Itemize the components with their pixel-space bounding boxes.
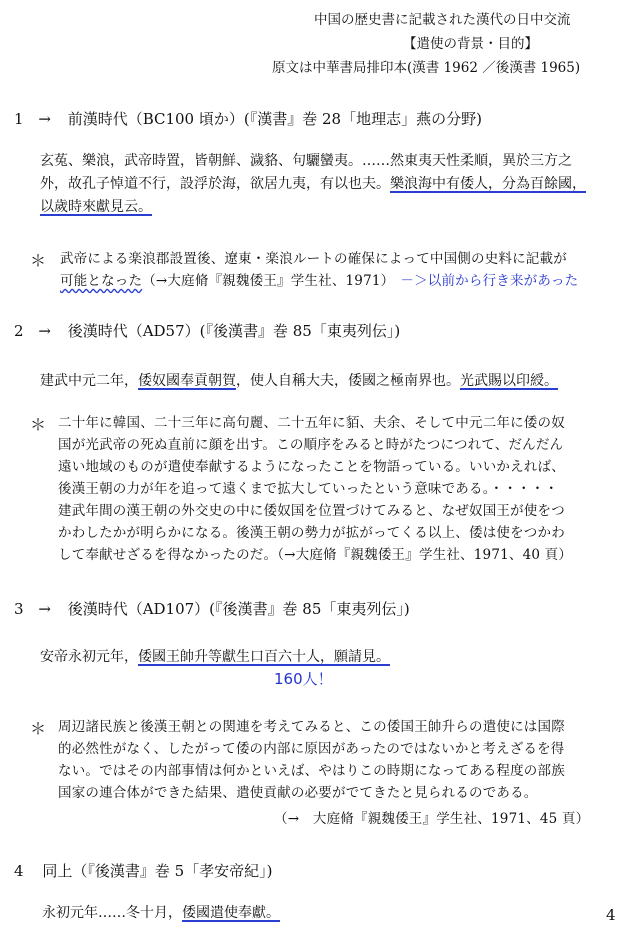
note-line: 二十年に韓国、二十三年に高句麗、二十五年に貊、夫余、そして中元二年に倭の奴 (58, 415, 565, 431)
note-line: 国家の連合体ができた結果、遣使貢献の必要がでてきたと見られるのである。 (58, 785, 538, 801)
note-line: 可能となった（→大庭脩『親魏倭王』学生社、1971） －＞以前から行き来があった (60, 273, 579, 289)
note-line: 後漢王朝の力が年を追って遠くまで拡大していったという意味である。・・・・・ (58, 481, 559, 497)
underlined-passage: 樂浪海中有倭人，分為百餘國， (390, 176, 586, 192)
arrow-icon: → (38, 110, 53, 128)
arrow-icon: → (38, 322, 53, 340)
note-line: して奉献せざるを得なかったのだ。（→大庭脩『親魏倭王』学生社、1971、40 頁） (58, 547, 573, 563)
section-1-heading (14, 108, 482, 129)
quote-line: 玄菟、樂浪，武帝時置，皆朝鮮、濊貉、句驪蠻夷。……然東夷天性柔順，異於三方之 (40, 153, 572, 169)
handwritten-annotation: 160人！ (274, 670, 333, 688)
note-bullet: ＊ (30, 251, 47, 270)
section-2-heading (14, 320, 400, 341)
section-1-note (60, 248, 578, 292)
section-3-note (58, 716, 565, 804)
section-2-quote: 建武中元二年，倭奴國奉貢朝賀，使人自稱大夫，倭國之極南界也。光武賜以印綬。 (40, 373, 558, 389)
note-line: 周辺諸民族と後漢王朝との関連を考えてみると、この倭国王帥升らの遣使には国際 (58, 719, 565, 735)
note-line: 建武年間の漢王朝の外交史の中に倭奴国を位置づけてみると、なぜ奴国王が使をつ (58, 503, 565, 519)
section-title: 同上（『後漢書』巻 5「孝安帝紀」) (42, 862, 273, 880)
note-bullet: ＊ (30, 415, 47, 434)
page-number: 4 (606, 906, 616, 924)
note-line: 国が光武帝の死ぬ直前に顔を出す。この順序をみると時がたつにつれて、だんだん (58, 437, 564, 453)
note-line: ない。ではその内部事情は何かといえば、やはりこの時期になってある程度の部族 (58, 763, 565, 779)
underlined-passage: 以歲時來獻見云。 (40, 199, 152, 215)
note-line: かわしたかが明らかになる。後漢王朝の勢力が拡がってくる以上、倭は使をつかわ (58, 525, 565, 541)
section-4-quote: 永初元年……冬十月，倭國遣使奉獻。 (42, 905, 280, 921)
underlined-passage: 倭國王帥升等獻生口百六十人，願請見。 (138, 649, 390, 665)
citation: （→ 大庭脩『親魏倭王』学生社、1971、45 頁） (274, 811, 590, 827)
section-number: 1 (14, 110, 24, 128)
note-line: 遠い地域のものが遣使奉献するようになったことを物語っている。いいかえれば、 (58, 459, 565, 475)
section-title: 後漢時代（AD107）(『後漢書』巻 85「東夷列伝」) (67, 600, 410, 618)
section-1-quote (40, 150, 586, 219)
section-title: 後漢時代（AD57）(『後漢書』巻 85「東夷列伝」) (67, 322, 401, 340)
quote-line: 外，故孔子悼道不行，設浮於海，欲居九夷，有以也夫。樂浪海中有倭人，分為百餘國， (40, 176, 586, 192)
note-bullet: ＊ (30, 719, 47, 738)
section-title: 前漢時代（BC100 頃か）(『漢書』巻 28「地理志」燕の分野) (67, 110, 482, 128)
document-subtitle: 【遣使の背景・目的】 (403, 36, 538, 52)
underlined-passage: 倭國遣使奉獻。 (182, 905, 280, 921)
note-line: 的必然性がなく、したがって倭の内部に原因があったのではないかと考えざるを得 (58, 741, 565, 757)
underlined-passage: 光武賜以印綬。 (460, 373, 558, 389)
wavy-underlined-phrase: 可能となった (60, 273, 143, 289)
section-4-heading (14, 860, 273, 881)
section-2-note (58, 412, 572, 566)
arrow-icon: → (38, 600, 53, 618)
document-title: 中国の歴史書に記載された漢代の日中交流 (314, 12, 571, 28)
underlined-passage: 倭奴國奉貢朝賀 (138, 373, 236, 389)
section-3-quote: 安帝永初元年，倭國王帥升等獻生口百六十人，願請見。 (40, 649, 390, 665)
handwritten-annotation: －＞以前から行き来があった (400, 273, 579, 289)
source-note: 原文は中華書局排印本(漢書 1962 ／後漢書 1965) (272, 60, 581, 76)
section-number: 3 (14, 600, 24, 618)
section-number: 4 (14, 862, 24, 880)
section-3-heading (14, 598, 410, 619)
note-line: 武帝による楽浪郡設置後、遼東・楽浪ルートの確保によって中国側の史料に記載が (60, 251, 567, 267)
section-number: 2 (14, 322, 24, 340)
